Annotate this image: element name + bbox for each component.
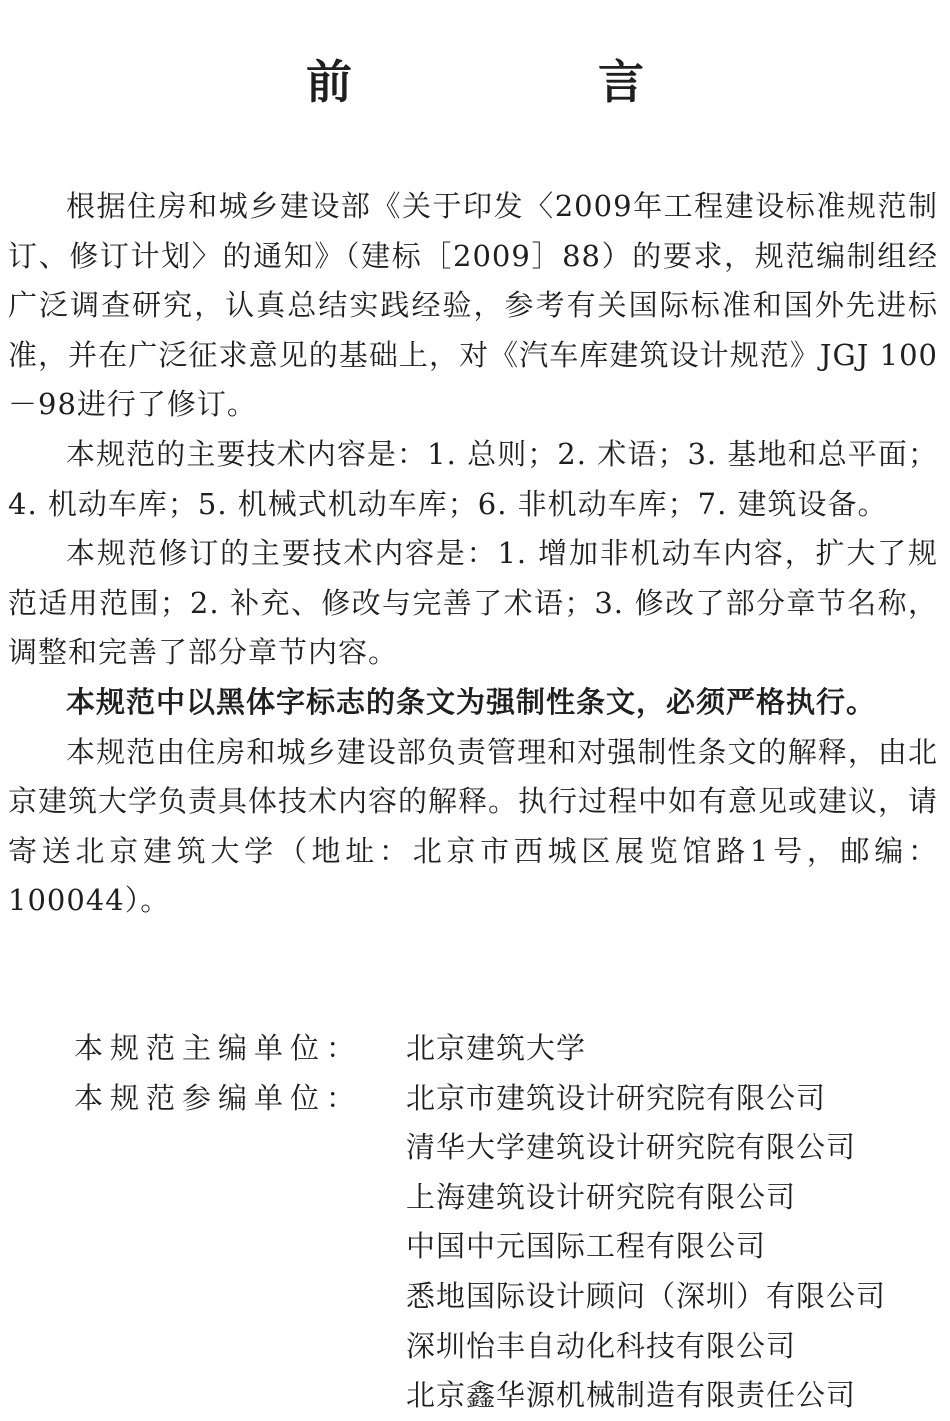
paragraph-3: 本规范修订的主要技术内容是：1. 增加非机动车内容，扩大了规范适用范围；2. 补充、修改与完善了术语；3. 修改了部分章节名称，调整和完善了部分章节内容。 [8, 536, 938, 670]
paragraph-4-mandatory-note: 本规范中以黑体字标志的条文为强制性条文，必须严格执行。 [66, 684, 877, 719]
foreword-body [8, 182, 938, 926]
participating-units-row [74, 1074, 944, 1421]
chief-unit-label: 本规范主编单位： [74, 1031, 363, 1065]
chief-unit-row [74, 1024, 944, 1074]
participating-unit-name: 清华大学建筑设计研究院有限公司 [406, 1130, 857, 1165]
drafting-units [74, 1024, 944, 1421]
participating-unit-name: 北京市建筑设计研究院有限公司 [406, 1080, 827, 1115]
participating-units-label: 本规范参编单位： [74, 1080, 363, 1115]
chief-unit-list [406, 1024, 586, 1074]
page-title: 前 言 [306, 55, 744, 109]
participating-units-list [406, 1074, 886, 1421]
paragraph-1: 根据住房和城乡建设部《关于印发〈2009年工程建设标准规范制订、修订计划〉的通知》（建标［2009］88）的要求，规范编制组经广泛调查研究，认真总结实践经验，参考有关国际标准和国外先进标准，并在广泛征求意见的基础上，对《汽车库建筑设计规范》JGJ 100－98进行了修订。 [8, 189, 938, 422]
participating-unit-name: 北京鑫华源机械制造有限责任公司 [406, 1378, 857, 1413]
participating-unit-name: 悉地国际设计顾问（深圳）有限公司 [406, 1278, 887, 1313]
paragraph-5: 本规范由住房和城乡建设部负责管理和对强制性条文的解释，由北京建筑大学负责具体技术内容的解释。执行过程中如有意见或建议，请寄送北京建筑大学（地址：北京市西城区展览馆路1号，邮编：100044）。 [8, 734, 939, 918]
participating-unit-name: 中国中元国际工程有限公司 [406, 1229, 767, 1264]
paragraph-2: 本规范的主要技术内容是：1. 总则；2. 术语；3. 基地和总平面；4. 机动车库；5. 机械式机动车库；6. 非机动车库；7. 建筑设备。 [8, 436, 938, 521]
chief-unit-name: 北京建筑大学 [406, 1031, 587, 1065]
participating-unit-name: 上海建筑设计研究院有限公司 [406, 1179, 797, 1214]
participating-unit-name: 深圳怡丰自动化科技有限公司 [406, 1328, 797, 1363]
